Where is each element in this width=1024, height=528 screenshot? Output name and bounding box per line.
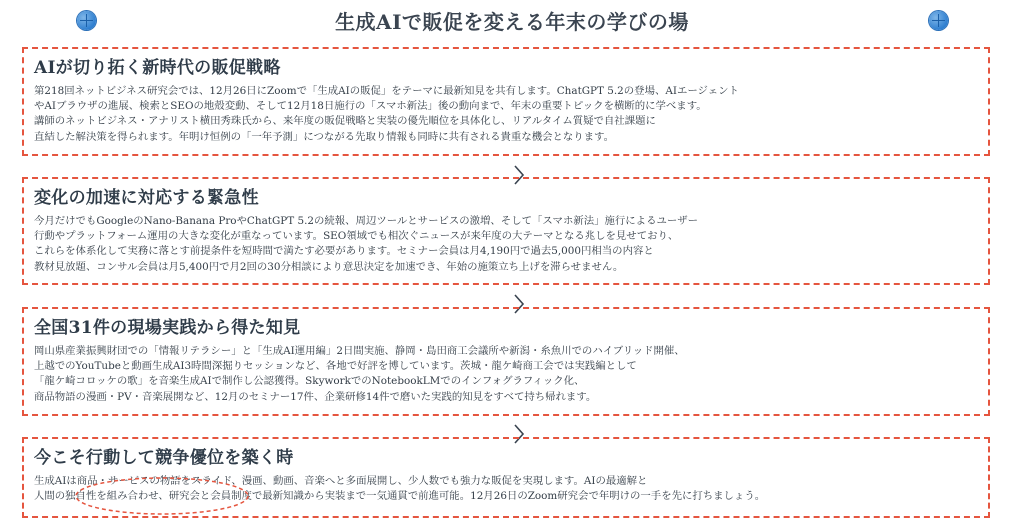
page-title: 生成AIで販促を変える年末の学びの場 — [335, 10, 689, 34]
section-body: 岡山県産業振興財団での「情報リテラシー」と「生成AI運用編」2日間実施、静岡・島田商工会議所や新潟・糸魚川でのハイブリッド開催、 上越でのYouTubeと動画生成AI3時間深掘りセッションなど、各地で好評を博しています。茨城・龍ケ崎商工会では実践編として 「龍ケ崎コロッケの歌」を音楽生成AIで制作し公認獲得。SkyworkでのNotebookLMでのインフォグラフィック化、 商品物語の漫画・PV・音楽展開など、12月のセミナー17件、企業研修14件で磨いた実践的知見をすべて持ち帰れます。 — [34, 345, 685, 403]
section-box — [22, 177, 990, 285]
section-body: 今月だけでもGoogleのNano-Banana ProやChatGPT 5.2の続報、周辺ツールとサービスの激増、そして「スマホ新法」施行によるユーザー 行動やプラットフォーム運用の大きな変化が重なっています。SEO領域でも相次ぐニュースが来年度の大テーマとなる兆しを見せており、 これらを体系化して実務に落とす前提条件を短時間で満たす必要があります。セミナー会員は月4,190円で過去5,000円相当の内容と 教材見放題、コンサル会員は月5,400円で月2回の30分相談により意思決定を加速でき、年始の施策立ち上げを滞らせません。 — [34, 215, 699, 273]
circle-plus-icon — [929, 11, 948, 30]
section-box — [22, 47, 990, 156]
section-heading: 全国31件の現場実践から得た知見 — [34, 318, 301, 338]
highlight-ellipse — [74, 476, 250, 516]
section-heading: 今こそ行動して競争優位を築く時 — [34, 448, 294, 468]
section-heading: AIが切り拓く新時代の販促戦略 — [34, 58, 281, 78]
section-body: 生成AIは商品・サービスの物語をスライド、漫画、動画、音楽へと多面展開し、少人数でも強力な販促を実現します。AIの最適解と 人間の独自性を組み合わせ、研究会と会員制度で最新知識から実装まで一気通貫で前進可能。12月26日のZoom研究会で年明けの一手を先に打ちましょう。 — [34, 475, 766, 503]
section-heading: 変化の加速に対応する緊急性 — [34, 188, 259, 208]
section-body: 第218回ネットビジネス研究会では、12月26日にZoomで「生成AIの販促」をテーマに最新知見を共有します。ChatGPT 5.2の登場、AIエージェント やAIブラウザの進展、検索とSEOの地殻変動、そして12月18日施行の「スマホ新法」後の動向まで、年末の重要トピックを横断的に学べます。 講師のネットビジネス・アナリスト横田秀珠氏から、来年度の販促戦略と実装の優先順位を具体化し、リアルタイム質疑で自社課題に 直結した解決策を得られます。年明け恒例の「一年予測」につながる先取り情報も同時に共有される貴重な機会となります。 — [34, 85, 739, 143]
section-box — [22, 307, 990, 416]
